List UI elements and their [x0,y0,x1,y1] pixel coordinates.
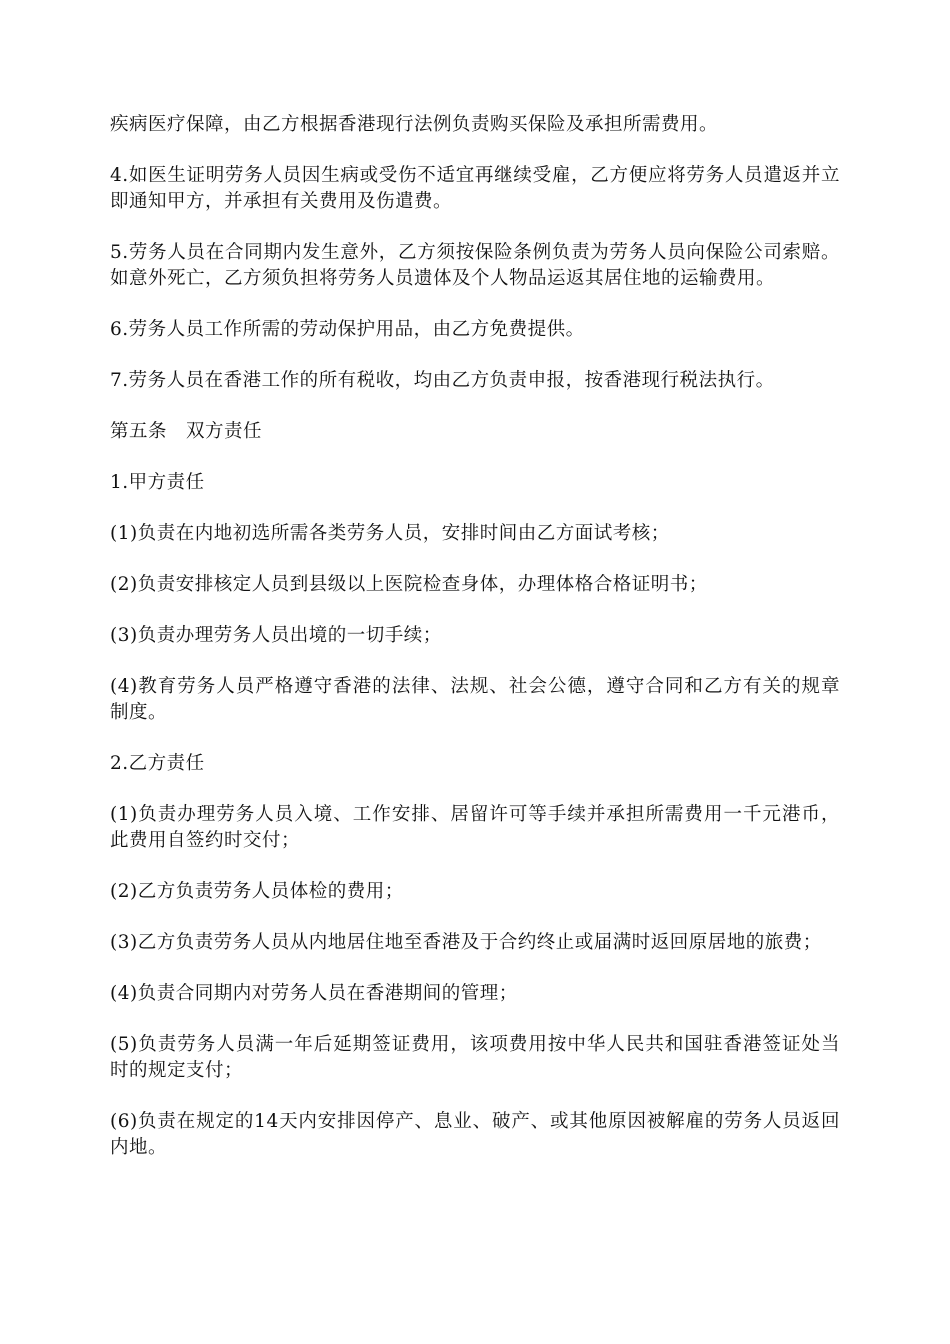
subheading-party-b-duties: 2.乙方责任 [110,753,205,774]
paragraph-clause-5: 5.劳务人员在合同期内发生意外，乙方须按保险条例负责为劳务人员向保险公司索赔。如意外死亡，乙方须负担将劳务人员遗体及个人物品运返其居住地的运输费用。 [110,242,840,289]
section-heading-article-5: 第五条 双方责任 [110,421,263,442]
list-item-b6: (6)负责在规定的14天内安排因停产、息业、破产、或其他原因被解雇的劳务人员返回内地。 [110,1111,840,1158]
list-item-b4: (4)负责合同期内对劳务人员在香港期间的管理； [110,983,518,1004]
list-item-b1: (1)负责办理劳务人员入境、工作安排、居留许可等手续并承担所需费用一千元港币，此费用自签约时交付； [110,804,840,851]
list-item-b2: (2)乙方负责劳务人员体检的费用； [110,881,404,902]
list-item-b3: (3)乙方负责劳务人员从内地居住地至香港及于合约终止或届满时返回原居地的旅费； [110,932,822,953]
paragraph-clause-7: 7.劳务人员在香港工作的所有税收，均由乙方负责申报，按香港现行税法执行。 [110,370,775,391]
list-item-b5: (5)负责劳务人员满一年后延期签证费用，该项费用按中华人民共和国驻香港签证处当时的规定支付； [110,1034,840,1081]
subheading-party-a-duties: 1.甲方责任 [110,472,205,493]
list-item-a2: (2)负责安排核定人员到县级以上医院检查身体，办理体格合格证明书； [110,574,708,595]
paragraph-clause-6: 6.劳务人员工作所需的劳动保护用品，由乙方免费提供。 [110,319,585,340]
document-page [110,112,840,1186]
paragraph-clause-4: 4.如医生证明劳务人员因生病或受伤不适宜再继续受雇，乙方便应将劳务人员遣返并立即通知甲方，并承担有关费用及伤遣费。 [110,165,840,212]
list-item-a1: (1)负责在内地初选所需各类劳务人员，安排时间由乙方面试考核； [110,523,670,544]
paragraph-medical-insurance: 疾病医疗保障，由乙方根据香港现行法例负责购买保险及承担所需费用。 [110,114,719,135]
list-item-a4: (4)教育劳务人员严格遵守香港的法律、法规、社会公德，遵守合同和乙方有关的规章制度。 [110,676,840,723]
list-item-a3: (3)负责办理劳务人员出境的一切手续； [110,625,442,646]
